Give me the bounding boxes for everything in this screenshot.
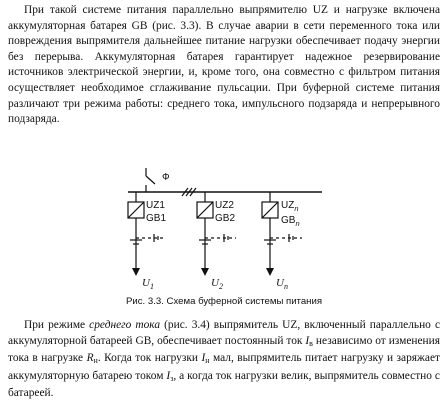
voltage-label-1: $U_1$ [142,277,154,291]
paragraph-average-current-mode [8,318,440,402]
rectifier-label-n: $UZ_n$ [281,200,299,213]
text-run: независимо от изменения тока в нагрузке [8,334,440,365]
symbol-current: I [166,369,171,382]
emphasis-term: среднего тока [89,319,161,331]
voltage-label-n: $U_n$ [276,277,288,291]
phase-label: Ф [162,172,170,183]
paragraph-text: При такой системе питания параллельно выпрямителю UZ и нагрузке включена аккумуляторная батарея GB (рис. 3.3). В случае аварии в сети переменного тока или повреждения выпрямителя дальнейшее питание нагрузки обеспечивает подачу энергии без перерыва. Аккумуляторная батарея гарантирует надежное резервирование источников электрической энергии, и, кроме того, она совместно с фильтром питания осуществляет необходимое сглаживание пульсации. При буферной системе питания различают три режима работы: среднего тока, импульсного подзаряда и непрерывного подзаряда. [8,4,440,126]
subscript: н [205,356,210,366]
text-run: . Когда ток нагрузки [97,352,202,365]
text-run: При режиме [24,319,90,331]
output-arrow-2 [201,268,209,276]
rectifier-label-2: UZ2 [215,200,234,211]
output-arrow-n [266,268,274,276]
text-run: , а когда ток нагрузки велик, выпрямитель совместно с батареей. [8,369,440,400]
battery-label-2: GB2 [215,213,236,224]
rectifier-label-1: UZ1 [146,200,165,211]
buffer-system-schematic [0,168,448,296]
voltage-label-2: $U_2$ [211,277,223,291]
figure-caption: Рис. 3.3. Схема буферной системы питания [125,296,323,307]
text-run: мал, выпрямитель питает нагрузку и заряжает аккумуляторную батарею током [8,352,440,382]
paragraph-buffer-system [8,3,440,128]
battery-label-n: $GB_n$ [281,215,300,228]
input-switch [146,176,155,184]
symbol-resistance: R [86,352,94,365]
symbol-current: I [305,334,310,347]
output-arrow-1 [132,268,140,276]
symbol-current: I [201,352,206,365]
battery-label-1: GB1 [146,213,167,224]
subscript: н [93,356,98,366]
subscript: в [309,338,313,348]
subscript: з [170,373,174,383]
text-run: (рис. 3.4) выпрямитель UZ, включенный параллельно с аккумуляторной батареей GB, обеспечивает постоянный ток [8,319,440,347]
